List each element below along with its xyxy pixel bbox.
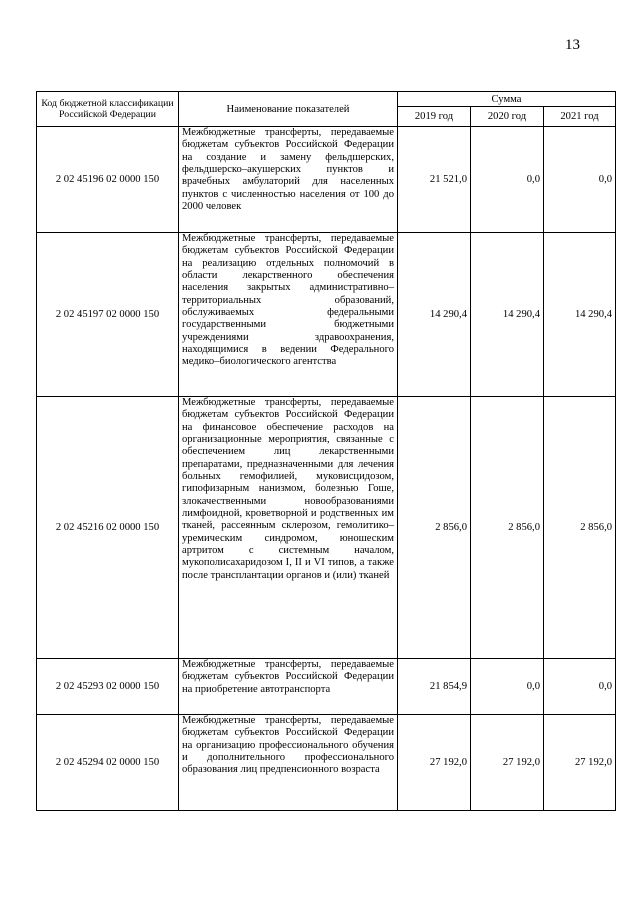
row-value-2019: 14 290,4 xyxy=(398,233,471,397)
header-year-2021: 2021 год xyxy=(544,107,616,127)
header-year-2019: 2019 год xyxy=(398,107,471,127)
table-row xyxy=(37,127,616,233)
row-value-2021: 0,0 xyxy=(544,659,616,715)
row-value-2020: 14 290,4 xyxy=(471,233,544,397)
row-name: Межбюджетные трансферты, передаваемые бюджетам субъектов Российской Федерации на организацию профессионального обучения и дополнительного профессионального образования лиц предпенсионного возраста xyxy=(179,715,398,811)
row-code: 2 02 45294 02 0000 150 xyxy=(37,715,179,811)
row-value-2019: 27 192,0 xyxy=(398,715,471,811)
row-code: 2 02 45216 02 0000 150 xyxy=(37,397,179,659)
table-header xyxy=(37,92,616,127)
table-row xyxy=(37,397,616,659)
header-name: Наименование показателей xyxy=(179,92,398,127)
row-value-2019: 21 854,9 xyxy=(398,659,471,715)
row-name: Межбюджетные трансферты, передаваемые бюджетам субъектов Российской Федерации на реализацию отдельных полномочий в области лекарственного обеспечения населения закрытых административно–территориальных образований, обслуживаемых федеральными государственными бюджетными учреждениями здравоохранения, находящимися в ведении Федерального медико–биологического агентства xyxy=(179,233,398,397)
header-sum: Сумма xyxy=(398,92,616,107)
header-code: Код бюджетной классификации Российской Федерации xyxy=(37,92,179,127)
row-value-2021: 0,0 xyxy=(544,127,616,233)
row-value-2020: 0,0 xyxy=(471,659,544,715)
row-value-2020: 2 856,0 xyxy=(471,397,544,659)
header-year-2020: 2020 год xyxy=(471,107,544,127)
table-body xyxy=(37,127,616,811)
row-code: 2 02 45293 02 0000 150 xyxy=(37,659,179,715)
table-row xyxy=(37,659,616,715)
row-value-2020: 0,0 xyxy=(471,127,544,233)
row-value-2020: 27 192,0 xyxy=(471,715,544,811)
row-code: 2 02 45196 02 0000 150 xyxy=(37,127,179,233)
row-value-2021: 14 290,4 xyxy=(544,233,616,397)
row-value-2021: 2 856,0 xyxy=(544,397,616,659)
page-number: 13 xyxy=(565,37,580,53)
row-name: Межбюджетные трансферты, передаваемые бюджетам субъектов Российской Федерации на приобретение автотранспорта xyxy=(179,659,398,715)
table-row xyxy=(37,715,616,811)
row-value-2021: 27 192,0 xyxy=(544,715,616,811)
row-code: 2 02 45197 02 0000 150 xyxy=(37,233,179,397)
row-value-2019: 21 521,0 xyxy=(398,127,471,233)
row-name: Межбюджетные трансферты, передаваемые бюджетам субъектов Российской Федерации на создание и замену фельдшерских, фельдшерско–акушерских пунктов и врачебных амбулаторий для населенных пунктов с численностью населения от 100 до 2000 человек xyxy=(179,127,398,233)
row-name: Межбюджетные трансферты, передаваемые бюджетам субъектов Российской Федерации на финансовое обеспечение расходов на организационные мероприятия, связанные с обеспечением лиц лекарственными препаратами, предназначенными для лечения больных гемофилией, муковисцидозом, гипофизарным нанизмом, болезнью Гоше, злокачественными новообразованиями лимфоидной, кроветворной и родственных им тканей, рассеянным склерозом, гемолитико–уремическим синдромом, юношеским артритом с системным началом, мукополисахаридозом I, II и VI типов, а также после трансплантации органов и (или) тканей xyxy=(179,397,398,659)
table-row xyxy=(37,233,616,397)
row-value-2019: 2 856,0 xyxy=(398,397,471,659)
budget-table xyxy=(36,91,616,811)
